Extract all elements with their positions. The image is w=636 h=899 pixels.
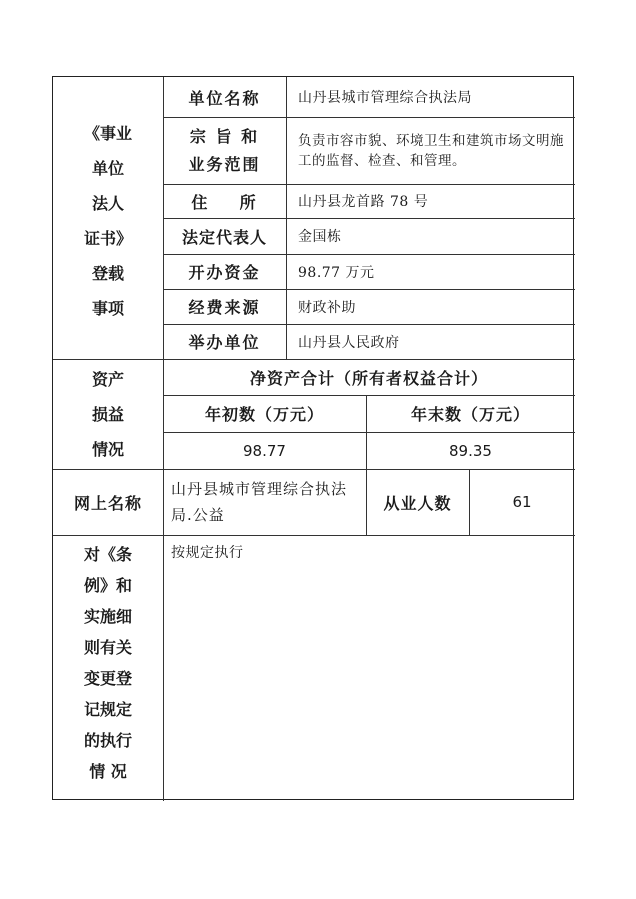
label-line: 实施细: [83, 607, 132, 626]
net-assets-header: 净资产合计（所有者权益合计）: [249, 368, 488, 388]
label-line: 对《条: [83, 545, 132, 564]
source-label: 经费来源: [188, 298, 261, 317]
execution-value: 按规定执行: [171, 545, 244, 561]
online-name-value: 山丹县城市管理综合执法局.公益: [171, 480, 348, 524]
execution-section-label: [53, 535, 163, 801]
end-of-year-value: 89.35: [449, 441, 492, 460]
sponsor-value: 山丹县人民政府: [298, 334, 400, 351]
label-line: 则有关: [83, 638, 132, 657]
legal-rep-label: 法定代表人: [181, 227, 267, 247]
label-line: 的执行: [83, 731, 132, 750]
label-line: 法人: [91, 193, 124, 213]
unit-name-value: 山丹县城市管理综合执法局: [298, 90, 472, 106]
address-label: 住 所: [191, 192, 258, 212]
online-name-label: 网上名称: [73, 493, 142, 513]
start-of-year-value: 98.77: [243, 441, 286, 460]
label-line: 例》和: [83, 576, 132, 595]
purpose-label: [163, 117, 286, 184]
unit-name-label: 单位名称: [188, 88, 261, 108]
label-line: 证书》: [83, 228, 132, 248]
staff-count-label: 从业人数: [383, 493, 452, 513]
label-line: 《事业: [83, 123, 132, 143]
source-value: 财政补助: [298, 299, 356, 316]
label-line: 事项: [91, 298, 124, 318]
start-of-year-header: 年初数（万元）: [204, 405, 324, 424]
registration-section-label: [53, 117, 163, 324]
legal-rep-value: 金国栋: [298, 229, 342, 245]
annual-report-table: [52, 76, 574, 800]
label-line: 损益: [91, 404, 124, 424]
purpose-value: 负责市容市貌、环境卫生和建筑市场文明施工的监督、检查、和管理。: [298, 132, 564, 169]
sponsor-label: 举办单位: [188, 333, 261, 352]
assets-section-label: [53, 359, 163, 469]
purpose-label-line: 宗 旨 和: [189, 126, 260, 146]
label-line: 记规定: [83, 700, 132, 719]
label-line: 情况: [91, 439, 124, 459]
staff-count-value: 61: [512, 493, 532, 511]
label-line: 情 况: [89, 762, 127, 781]
label-line: 单位: [91, 158, 124, 178]
funds-value: 98.77 万元: [298, 264, 375, 281]
purpose-label-line: 业务范围: [188, 154, 261, 174]
label-line: 变更登: [83, 669, 132, 688]
end-of-year-header: 年末数（万元）: [410, 405, 530, 424]
funds-label: 开办资金: [188, 263, 261, 282]
label-line: 资产: [91, 369, 124, 389]
address-value: 山丹县龙首路 78 号: [298, 194, 429, 210]
label-line: 登载: [91, 263, 124, 283]
